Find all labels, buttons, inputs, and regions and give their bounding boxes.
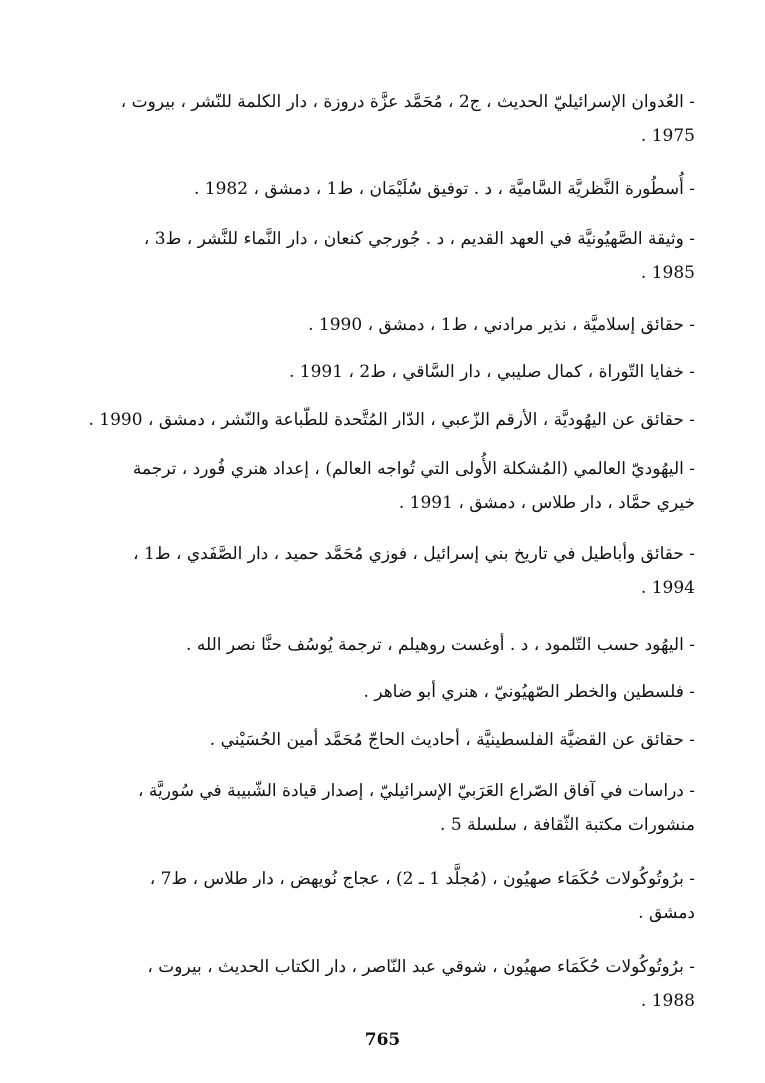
- reference-entry: [70, 950, 695, 1018]
- reference-entry: [70, 172, 695, 206]
- reference-entry: [70, 403, 695, 437]
- reference-entry: [70, 862, 695, 930]
- reference-line: - دراسات في آفاق الصّراع العَرَبيّ الإسرائيليّ ، إصدار قيادة الشّبيبة في سُوريَّة ،: [138, 781, 695, 801]
- reference-line: - أُسطُورة النَّظريَّة السَّاميَّة ، د . توفيق سُلَيْمَان ، ط1 ، دمشق ، 1982 .: [193, 179, 695, 199]
- reference-line: دمشق .: [638, 903, 695, 923]
- reference-entry: [70, 675, 695, 709]
- reference-entry: [70, 774, 695, 842]
- page-number: 765: [364, 1030, 401, 1050]
- reference-line: - خفايا التّوراة ، كمال صليبي ، دار السَّاقي ، ط2 ، 1991 .: [288, 362, 695, 382]
- reference-entry: [70, 628, 695, 662]
- reference-entry: [70, 452, 695, 520]
- reference-entry: [70, 355, 695, 389]
- reference-line: - العُدوان الإسرائيليّ الحديث ، ج2 ، مُحَمَّد عزَّة دروزة ، دار الكلمة للنّشر ، بيروت ،: [120, 92, 695, 112]
- reference-line: - برُوتُوكُولات حُكَمَاء صهيُون ، شوقي عبد النّاصر ، دار الكتاب الحديث ، بيروت ،: [147, 957, 695, 977]
- reference-entry: [70, 308, 695, 342]
- reference-line: - فلسطين والخطر الصّهيُونيّ ، هنري أبو ضاهر .: [363, 682, 695, 702]
- reference-line: 1975 .: [640, 126, 695, 146]
- reference-line: - حقائق إسلاميَّة ، نذير مرادني ، ط1 ، دمشق ، 1990 .: [308, 315, 695, 335]
- reference-entry: [70, 723, 695, 757]
- reference-line: 1988 .: [640, 991, 695, 1011]
- reference-entry: [70, 222, 695, 290]
- reference-line: منشورات مكتبة الثّقافة ، سلسلة 5 .: [440, 815, 695, 835]
- reference-line: خيري حمَّاد ، دار طلاس ، دمشق ، 1991 .: [398, 493, 695, 513]
- reference-line: 1985 .: [640, 263, 695, 283]
- reference-line: - حقائق عن القضيَّة الفلسطينيَّة ، أحاديث الحاجّ مُحَمَّد أمين الحُسَيْني .: [209, 730, 695, 750]
- reference-line: - وثيقة الصَّهيُونيَّة في العهد القديم ، د . جُورجي كنعان ، دار النَّماء للنَّشر ، ط3 ،: [143, 229, 695, 249]
- reference-line: - حقائق وأباطيل في تاريخ بني إسرائيل ، فوزي مُحَمَّد حميد ، دار الصَّفَدي ، ط1 ،: [133, 544, 695, 564]
- reference-line: - اليهُود حسب التّلمود ، د . أوغست روهيلم ، ترجمة يُوسُف حنَّا نصر الله .: [186, 635, 695, 655]
- reference-line: - برُوتُوكُولات حُكَمَاء صهيُون ، (مُجلَّد 1 ـ 2) ، عجاج نُويهض ، دار طلاس ، ط7 ،: [149, 869, 695, 889]
- reference-line: 1994 .: [640, 578, 695, 598]
- reference-entry: [70, 537, 695, 605]
- reference-line: - حقائق عن اليهُوديَّة ، الأرقم الزّعبي ، الدّار المُتَّحدة للطّباعة والنّشر ، دمشق ، 1990 .: [88, 410, 695, 430]
- reference-line: - اليهُوديّ العالمي (المُشكلة الأُولى التي تُواجه العالم) ، إعداد هنري فُورد ، ترجمة: [132, 459, 695, 479]
- reference-entry: [70, 85, 695, 153]
